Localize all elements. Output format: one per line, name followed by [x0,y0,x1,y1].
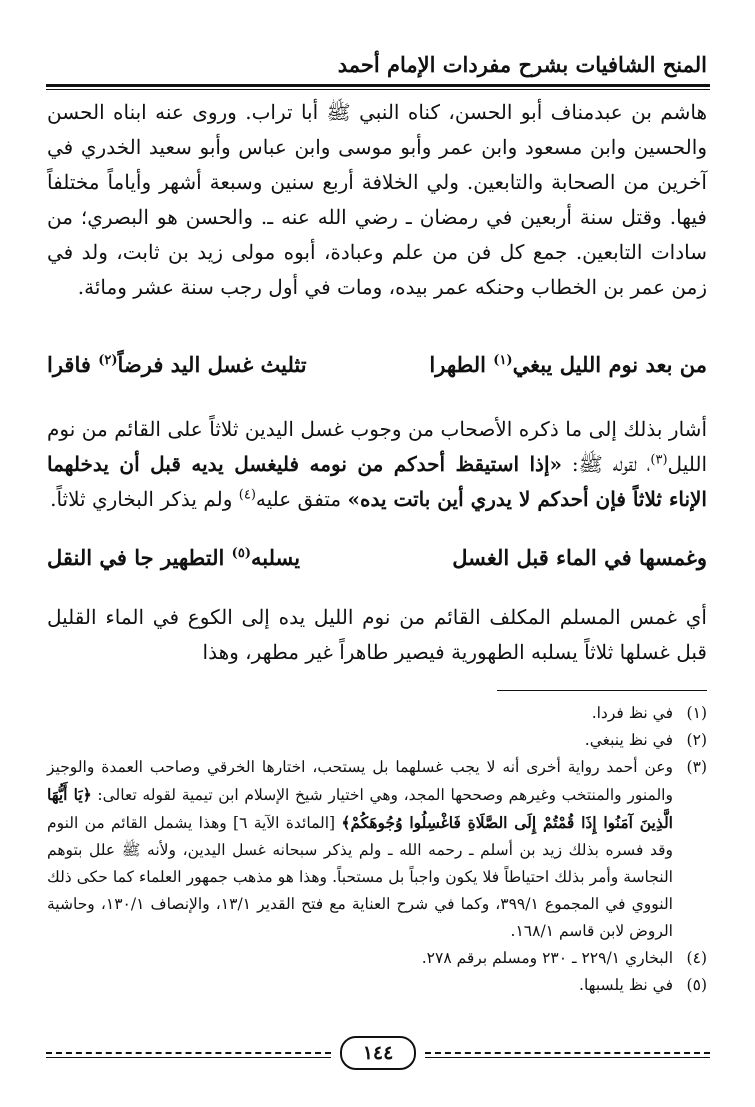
page-footer [46,1036,710,1070]
footnote-3 [47,754,707,945]
footnote-number: (٥) [686,976,707,994]
paragraph-commentary-1 [47,412,707,517]
footnote-ref-4: (٤) [238,487,256,503]
footnote-text: في نظ يلسبها. [579,976,673,994]
running-header-title: المنح الشافيات بشرح مفردات الإمام أحمد [337,52,707,77]
footnote-4 [47,945,707,972]
footnote-text-part: [المائدة الآية ٦] وهذا يشمل القائم من النوم وقد فسره بذلك زيد بن أسلم ـ رحمه الله ـ ولم يذكر سبحانه غسل اليدين، ولأنه ﷺ علل بتوهم النجاسة وأمر بذلك احتياطاً فلا يكون واجباً بل مستحباً. وهذا هو مذهب جمهور العلماء كما حكى ذلك النووي في المجموع ٣٩٩/١، وكما في شرح العناية مع فتح القدير ١٣/١، والإنصاف ١٣٠/١، وحاشية الروض لابن قاسم ١٦٨/١. [47,814,673,940]
paragraph-biography: هاشم بن عبدمناف أبو الحسن، كناه النبي ﷺ أبا تراب. وروى عنه ابناه الحسن والحسين وابن مسعود وابن عمر وأبو موسى وابن عباس وأبو سعيد الخدري في آخرين من الصحابة والتابعين. ولي الخلافة أربع سنين وسبعة أشهر وأياماً مختلفاً فيها. وقتل سنة أربعين في رمضان ـ رضي الله عنه ـ. والحسن هو البصري؛ من سادات التابعين. جمع كل فن من علم وعبادة، أبوه مولى زيد بن ثابت، ولد في زمن عمر بن الخطاب وحنكه عمر بيده، ومات في أول رجب سنة عشر ومائة. [47,100,707,299]
footnote-text: البخاري ٢٢٩/١ ـ ٢٣٠ ومسلم برقم ٢٧٨. [421,949,673,967]
verse-text: تثليث غسل اليد فرضاً [117,352,307,377]
verse-text: الطهرا [429,352,494,377]
footnote-2 [47,727,707,754]
footnote-ref-1: (١) [493,353,513,368]
footnote-ref-2: (٢) [98,353,118,368]
footnote-text-part: وعن أحمد رواية أخرى أنه لا يجب غسلهما بل يستحب، اختارها الخرقي وصاحب العمدة والوجيز والمنور والمنتخب وغيرهم وصححها المجد، وهي اختيار شيخ الإسلام ابن تيمية لقوله تعالى: [47,758,673,804]
footnote-separator [497,690,707,691]
header-rule [46,84,710,87]
footnote-number: (١) [686,704,707,722]
footnote-text: في نظ ينبغي. [584,731,673,749]
footnote-text: في نظ فردا. [591,704,673,722]
poem-verse-1 [47,345,707,385]
footnote-number: (٣) [686,758,707,776]
commentary-text: ، لقوله ﷺ: [562,452,651,476]
commentary-text: متفق عليه [255,487,348,511]
paragraph-commentary-2: أي غمس المسلم المكلف القائم من نوم الليل يده إلى الكوع في الماء القليل قبل غسلها ثلاثاً يسلبه الطهورية فيصير طاهراً غير مطهر، وهذا [47,605,707,664]
verse-text: يسلبه [250,545,301,570]
poem-verse-2 [47,538,707,578]
footer-dashed-rule [46,1052,331,1054]
footnote-1 [47,700,707,727]
footer-rule [425,1057,710,1058]
footnote-5 [47,972,707,999]
footer-dashed-rule [425,1052,710,1054]
footer-rule [46,1057,331,1058]
footnote-ref-3: (٣) [650,452,668,468]
hadith-quote: «إذا استيقظ أحدكم من نومه فليغسل يديه قبل أن يدخلهما الإناء ثلاثاً فإن أحدكم لا يدري أين باتت يده» [47,452,707,511]
footnote-ref-5: (٥) [231,546,251,561]
page-number: ١٤٤ [340,1036,416,1070]
commentary-text: ولم يذكر البخاري ثلاثاً. [50,487,239,511]
verse-text: من بعد نوم الليل يبغي [512,352,707,377]
verse-1-first-hemistich [429,345,707,385]
commentary-text: أشار بذلك إلى ما ذكره الأصحاب من وجوب غسل اليدين ثلاثاً على القائم من نوم الليل [47,417,707,476]
footnote-text [47,754,673,945]
verse-1-second-hemistich [47,345,307,385]
verse-text: التطهير جا في النقل [47,545,232,570]
quran-verse: ﴿يَا أَيُّهَا الَّذِينَ آمَنُوا إِذَا قُمْتُمْ إِلَى الصَّلَاةِ فَاغْسِلُوا وُجُوهَكُمْ﴾ [47,785,673,832]
verse-2-first-hemistich: وغمسها في الماء قبل الغسل [452,545,707,570]
footnote-number: (٤) [686,949,707,967]
verse-2-second-hemistich [47,538,300,578]
footnote-number: (٢) [686,731,707,749]
footnotes [47,700,707,999]
verse-text: فاقرا [47,352,99,377]
header-rule-thin [46,89,710,90]
